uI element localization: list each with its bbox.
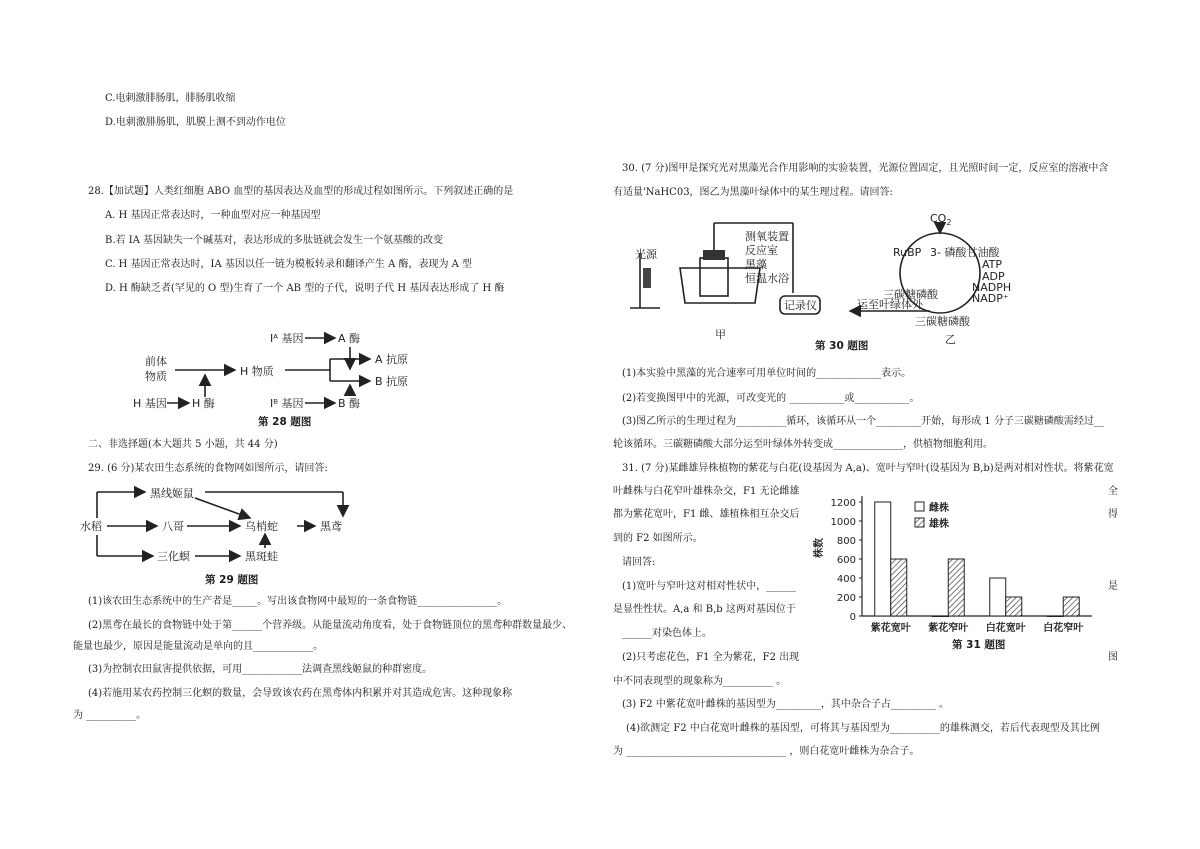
y-tick-label: 1000 — [830, 517, 856, 528]
q31-right-fragment-4: 图 — [1108, 652, 1118, 663]
x-category-label: 紫花窄叶 — [928, 623, 969, 634]
co2-label: $CO_2$ — [930, 212, 952, 227]
yi-label: 乙 — [945, 333, 956, 346]
ia-gene-label: Iᴬ 基因 — [270, 332, 304, 345]
x-category-label: 白花宽叶 — [985, 623, 1026, 634]
q31-part-1a: (1)宽叶与窄叶这对相对性状中，______ — [622, 581, 797, 592]
q30-part-3b: 轮该循环。三碳糖磷酸大部分运至叶绿体外转变成______________，供植物细胞利用。 — [613, 439, 993, 450]
bar-male — [1063, 597, 1079, 616]
figure-29-food-web — [75, 480, 375, 575]
b-enzyme-label: B 酶 — [338, 397, 361, 410]
o2-device-label: 测氧装置 — [745, 230, 789, 243]
q31-part-3: (3) F2 中紫花宽叶雌株的基因型为_________，其中杂合子占_________ 。 — [622, 699, 950, 710]
q28-option-a: A. H 基因正常表达时，一种血型对应一种基因型 — [105, 210, 321, 221]
q29-part-3: (3)为控制农田鼠害提供依据，可用____________法调查黑线姬鼠的种群密度。 — [88, 664, 433, 675]
export-label: 运至叶绿体外 — [857, 298, 923, 311]
adp-label: ADP — [982, 270, 1005, 283]
jia-label: 甲 — [715, 328, 726, 341]
y-tick-label: 400 — [836, 574, 856, 585]
figure-28-caption: 第 28 题图 — [258, 416, 312, 428]
atp-label: ATP — [982, 258, 1003, 271]
vole-node: 黑线姬鼠 — [150, 487, 194, 500]
precursor-label-1: 前体 — [145, 355, 167, 368]
frog-node: 黑斑蛙 — [245, 550, 278, 563]
snake-node: 乌梢蛇 — [245, 520, 278, 533]
legend-label-female: 雌株 — [929, 503, 949, 514]
figure-30-caption: 第 30 题图 — [815, 340, 869, 352]
bar-female — [932, 616, 948, 617]
pga-label: 3- 磷酸甘油酸 — [930, 246, 1000, 259]
q31-line-2: 都为紫花宽叶，F1 雌、雄植株相互杂交后 — [613, 509, 800, 520]
bar-male — [891, 559, 907, 616]
q31-right-fragment-2: 得 — [1108, 509, 1118, 520]
rice-node: 水稻 — [80, 520, 102, 533]
triose-phosphate-label: 三碳糖磷酸 — [883, 288, 938, 301]
q27-option-c: C.电刺激腓肠肌，腓肠肌收缩 — [105, 93, 236, 104]
nadph-label: NADPH — [972, 281, 1012, 294]
q29-part-2b: 能量也最少，原因是能量流动是单向的且____________。 — [73, 641, 323, 652]
a-antigen-label: A 抗原 — [375, 353, 409, 366]
chamber-label: 反应室 — [745, 244, 778, 257]
h-gene-label: H 基因 — [133, 397, 167, 410]
q28-option-c: C. H 基因正常表达时，IA 基因以任一链为模板转录和翻译产生 A 酶，表现为 A 型 — [105, 259, 473, 270]
q28-option-d: D. H 酶缺乏者(罕见的 O 型)生育了一个 AB 型的子代，说明子代 H 基因表达形成了 H 酶 — [105, 283, 505, 294]
q30-stem-b: 有适量'NaHC03，图乙为黑藻叶绿体中的某生理过程。请回答: — [613, 187, 893, 198]
q31-line-3: 到的 F2 如图所示。 — [613, 533, 703, 544]
x-category-label: 紫花宽叶 — [870, 623, 911, 634]
q31-part-1c: ______对染色体上。 — [622, 628, 712, 639]
q30-part-1: (1)本实验中黑藻的光合速率可用单位时间的_____________表示。 — [622, 368, 912, 379]
q29-stem: 29. (6 分)某农田生态系统的食物网如图所示，请回答: — [88, 463, 328, 474]
myna-node: 八哥 — [162, 520, 184, 533]
recorder-label: 记录仪 — [784, 299, 817, 312]
algae-label: 黑藻 — [745, 258, 767, 271]
legend-swatch-female — [915, 502, 924, 511]
q31-part-2a: (2)只考虑花色，F1 全为紫花，F2 出现 — [622, 652, 800, 663]
h-enzyme-label: H 酶 — [192, 397, 215, 410]
ib-gene-label: Iᴮ 基因 — [270, 397, 304, 410]
y-tick-label: 0 — [849, 612, 856, 623]
precursor-label-2: 物质 — [145, 370, 167, 383]
reaction-chamber — [700, 258, 728, 296]
q31-part-2b: 中不同表现型的现象称为__________ 。 — [613, 676, 787, 687]
kite-node: 黑鸢 — [320, 520, 342, 533]
legend-label-male: 雄株 — [929, 519, 949, 530]
q27-option-d: D.电刺激腓肠肌，肌膜上测不到动作电位 — [105, 117, 286, 128]
q29-part-2a: (2)黑鸢在最长的食物链中处于第______个营养级。从能量流动角度看，处于食物链顶位的黑鸢种群数量最少、 — [88, 620, 573, 631]
bar-female — [990, 578, 1006, 616]
y-axis-title: 株数 — [814, 538, 825, 558]
q30-part-3a: (3)图乙所示的生理过程为__________循环，该循环从一个_________开始，每形成 1 分子三碳糖磷酸需经过__ — [622, 416, 1104, 427]
b-antigen-label: B 抗原 — [375, 375, 409, 388]
bath-label: 恒温水浴 — [745, 272, 789, 285]
triose-phosphate-label-2: 三碳糖磷酸 — [915, 315, 970, 328]
borer-node: 三化螟 — [157, 550, 190, 563]
figure-31-caption: 第 31 题图 — [952, 639, 1006, 651]
q31-right-fragment-1: 全 — [1108, 486, 1118, 497]
y-tick-label: 200 — [836, 593, 856, 604]
light-source-label: 光源 — [635, 248, 657, 261]
q31-stem: 31. (7 分)某雌雄异株植物的紫花与白花(设基因为 A,a)、宽叶与窄叶(设基因为 B,b)是两对相对性状。将紫花宽 — [622, 463, 1114, 474]
q30-part-2: (2)若变换图甲中的光源，可改变光的 ___________或___________。 — [622, 393, 920, 404]
rubp-label: RuBP — [893, 246, 922, 259]
a-enzyme-label: A 酶 — [338, 332, 361, 345]
h-substance-label: H 物质 — [240, 365, 274, 378]
q31-part-4b: 为 ________________________________ ，则白花宽叶雌株为杂合子。 — [613, 746, 920, 757]
q29-part-4b: 为 __________。 — [73, 710, 147, 721]
q31-right-fragment-3: 是 — [1108, 581, 1118, 592]
bar-male — [948, 559, 964, 616]
bar-male — [1006, 597, 1022, 616]
bar-female — [1047, 616, 1063, 617]
y-tick-label: 600 — [836, 555, 856, 566]
q28-option-b: B.若 IA 基因缺失一个碱基对，表达形成的多肽链就会发生一个氨基酸的改变 — [105, 235, 444, 246]
y-tick-label: 1200 — [830, 498, 856, 509]
q31-part-4a: (4)欲测定 F2 中白花宽叶雌株的基因型，可将其与基因型为__________的雄株测交，若后代表现型及其比例 — [626, 723, 1100, 734]
q31-line-1: 叶雌株与白花窄叶雄株杂交，F1 无论雌雄 — [613, 486, 800, 497]
legend-swatch-male — [915, 518, 924, 527]
bar-female — [875, 502, 891, 616]
oxygen-sensor — [703, 250, 725, 260]
section-2-heading: 二、非选择题(本大题共 5 小题，共 44 分) — [88, 439, 278, 450]
q31-ask: 请回答: — [622, 557, 656, 568]
q29-part-1: (1)该农田生态系统中的生产者是_____。写出该食物网中最短的一条食物链________________。 — [88, 596, 508, 607]
light-source-lamp — [643, 268, 651, 288]
figure-29-caption: 第 29 题图 — [205, 574, 259, 586]
q30-stem-a: 30. (7 分)图甲是探究光对黑藻光合作用影响的实验装置，光源位置固定，且光照时间一定，反应室的溶液中含 — [622, 163, 1109, 174]
q31-part-1b: 是显性性状。A,a 和 B,b 这两对基因位于 — [613, 604, 796, 615]
nadp-label: NADP⁺ — [972, 292, 1009, 305]
q28-stem: 28.【加试题】人类红细胞 ABO 血型的基因表达及血型的形成过程如图所示。下列叙述正确的是 — [88, 186, 514, 197]
figure-31-bar-chart — [810, 492, 1100, 652]
y-tick-label: 800 — [836, 536, 856, 547]
x-category-label: 白花窄叶 — [1043, 623, 1084, 634]
q29-part-4a: (4)若施用某农药控制三化螟的数量，会导致该农药在黑鸢体内积累并对其造成危害。这种现象称 — [88, 688, 513, 699]
